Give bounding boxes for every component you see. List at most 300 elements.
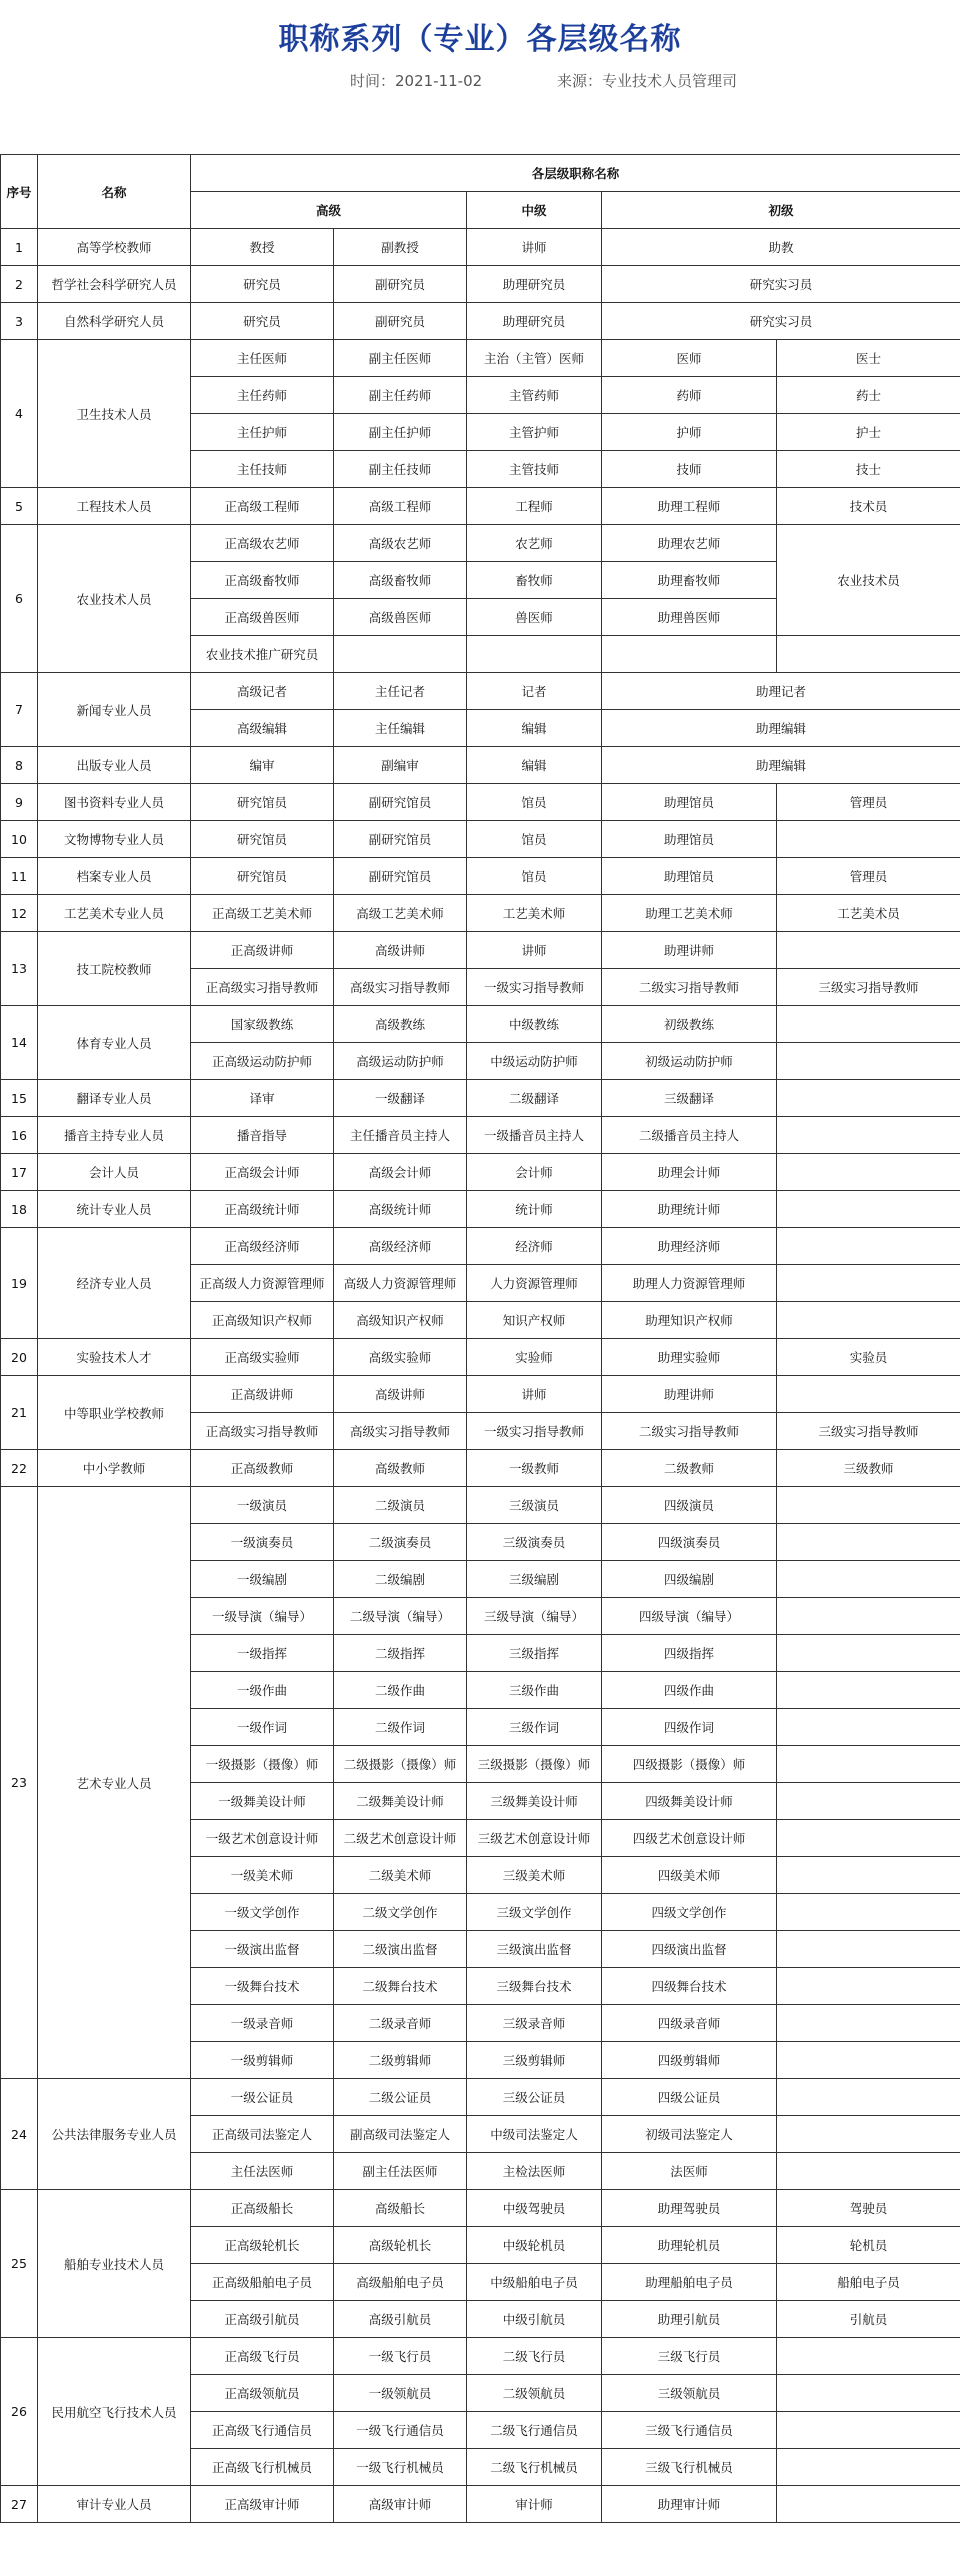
cell-seq: 18 bbox=[1, 1191, 38, 1228]
cell-title: 正高级知识产权师 bbox=[191, 1302, 334, 1339]
cell-title bbox=[777, 1894, 960, 1931]
cell-title bbox=[777, 1857, 960, 1894]
cell-title: 高级畜牧师 bbox=[334, 562, 467, 599]
cell-title: 正高级飞行员 bbox=[191, 2338, 334, 2375]
cell-title: 正高级实习指导教师 bbox=[191, 1413, 334, 1450]
cell-title: 国家级教练 bbox=[191, 1006, 334, 1043]
cell-title: 高级知识产权师 bbox=[334, 1302, 467, 1339]
cell-title: 助理人力资源管理师 bbox=[602, 1265, 777, 1302]
cell-title: 四级舞美设计师 bbox=[602, 1783, 777, 1820]
table-row bbox=[1, 1006, 960, 1043]
cell-title: 初级运动防护师 bbox=[602, 1043, 777, 1080]
cell-title: 护师 bbox=[602, 414, 777, 451]
cell-title: 二级演出监督 bbox=[334, 1931, 467, 1968]
cell-title: 农业技术员 bbox=[777, 525, 960, 636]
cell-title: 教授 bbox=[191, 229, 334, 266]
cell-title: 播音指导 bbox=[191, 1117, 334, 1154]
cell-title: 正高级运动防护师 bbox=[191, 1043, 334, 1080]
cell-seq: 14 bbox=[1, 1006, 38, 1080]
cell-title: 高级实习指导教师 bbox=[334, 1413, 467, 1450]
table-row bbox=[1, 932, 960, 969]
cell-title: 统计师 bbox=[467, 1191, 602, 1228]
cell-title: 馆员 bbox=[467, 784, 602, 821]
cell-title: 副主任护师 bbox=[334, 414, 467, 451]
header-mid: 中级 bbox=[467, 192, 602, 229]
cell-title: 研究员 bbox=[191, 266, 334, 303]
cell-title: 正高级审计师 bbox=[191, 2486, 334, 2523]
cell-series-name: 工艺美术专业人员 bbox=[38, 895, 191, 932]
cell-title: 一级舞台技术 bbox=[191, 1968, 334, 2005]
cell-title: 助理统计师 bbox=[602, 1191, 777, 1228]
cell-title: 一级编剧 bbox=[191, 1561, 334, 1598]
cell-seq: 25 bbox=[1, 2190, 38, 2338]
cell-title: 三级演出监督 bbox=[467, 1931, 602, 1968]
cell-series-name: 民用航空飞行技术人员 bbox=[38, 2338, 191, 2486]
cell-title: 助理馆员 bbox=[602, 784, 777, 821]
cell-title: 四级美术师 bbox=[602, 1857, 777, 1894]
table-row bbox=[1, 2486, 960, 2523]
cell-title: 正高级实习指导教师 bbox=[191, 969, 334, 1006]
cell-title: 高级教练 bbox=[334, 1006, 467, 1043]
cell-title: 二级飞行员 bbox=[467, 2338, 602, 2375]
cell-title: 高级运动防护师 bbox=[334, 1043, 467, 1080]
cell-title: 副主任法医师 bbox=[334, 2153, 467, 2190]
cell-title: 护士 bbox=[777, 414, 960, 451]
cell-title: 一级飞行通信员 bbox=[334, 2412, 467, 2449]
cell-title: 一级演员 bbox=[191, 1487, 334, 1524]
cell-title: 正高级农艺师 bbox=[191, 525, 334, 562]
cell-title: 正高级司法鉴定人 bbox=[191, 2116, 334, 2153]
cell-series-name: 哲学社会科学研究人员 bbox=[38, 266, 191, 303]
table-row bbox=[1, 2190, 960, 2227]
cell-title: 四级剪辑师 bbox=[602, 2042, 777, 2079]
cell-title: 副研究馆员 bbox=[334, 858, 467, 895]
table-row bbox=[1, 858, 960, 895]
cell-series-name: 实验技术人才 bbox=[38, 1339, 191, 1376]
cell-title: 高级兽医师 bbox=[334, 599, 467, 636]
table-row bbox=[1, 1487, 960, 1524]
cell-seq: 6 bbox=[1, 525, 38, 673]
cell-title: 四级艺术创意设计师 bbox=[602, 1820, 777, 1857]
cell-series-name: 农业技术人员 bbox=[38, 525, 191, 673]
cell-title: 助理研究员 bbox=[467, 266, 602, 303]
cell-title: 副研究馆员 bbox=[334, 784, 467, 821]
cell-title: 四级摄影（摄像）师 bbox=[602, 1746, 777, 1783]
cell-title bbox=[777, 2079, 960, 2116]
cell-title: 二级演员 bbox=[334, 1487, 467, 1524]
cell-title: 四级编剧 bbox=[602, 1561, 777, 1598]
table-row bbox=[1, 821, 960, 858]
table-row bbox=[1, 229, 960, 266]
cell-title: 三级实习指导教师 bbox=[777, 969, 960, 1006]
cell-title bbox=[777, 1376, 960, 1413]
cell-title bbox=[777, 1006, 960, 1043]
cell-title: 审计师 bbox=[467, 2486, 602, 2523]
cell-title: 一级录音师 bbox=[191, 2005, 334, 2042]
cell-title bbox=[467, 636, 602, 673]
cell-seq: 20 bbox=[1, 1339, 38, 1376]
cell-title: 三级领航员 bbox=[602, 2375, 777, 2412]
cell-title bbox=[777, 2486, 960, 2523]
cell-title: 药师 bbox=[602, 377, 777, 414]
page-header bbox=[0, 0, 960, 154]
cell-series-name: 档案专业人员 bbox=[38, 858, 191, 895]
cell-title: 二级实习指导教师 bbox=[602, 969, 777, 1006]
cell-title: 人力资源管理师 bbox=[467, 1265, 602, 1302]
cell-title: 一级翻译 bbox=[334, 1080, 467, 1117]
cell-title bbox=[777, 1672, 960, 1709]
cell-title: 三级指挥 bbox=[467, 1635, 602, 1672]
cell-title: 三级演奏员 bbox=[467, 1524, 602, 1561]
cell-title: 三级演员 bbox=[467, 1487, 602, 1524]
cell-title: 编辑 bbox=[467, 747, 602, 784]
cell-title: 高级会计师 bbox=[334, 1154, 467, 1191]
cell-title: 一级公证员 bbox=[191, 2079, 334, 2116]
cell-series-name: 会计人员 bbox=[38, 1154, 191, 1191]
cell-title: 高级经济师 bbox=[334, 1228, 467, 1265]
cell-title bbox=[777, 1635, 960, 1672]
cell-title: 四级演出监督 bbox=[602, 1931, 777, 1968]
cell-title: 高级人力资源管理师 bbox=[334, 1265, 467, 1302]
cell-title: 记者 bbox=[467, 673, 602, 710]
cell-seq: 21 bbox=[1, 1376, 38, 1450]
cell-title: 正高级兽医师 bbox=[191, 599, 334, 636]
cell-title: 二级录音师 bbox=[334, 2005, 467, 2042]
table-row bbox=[1, 303, 960, 340]
cell-title: 正高级讲师 bbox=[191, 932, 334, 969]
cell-title: 正高级会计师 bbox=[191, 1154, 334, 1191]
cell-title: 一级作词 bbox=[191, 1709, 334, 1746]
cell-series-name: 体育专业人员 bbox=[38, 1006, 191, 1080]
header-seq: 序号 bbox=[1, 155, 38, 229]
cell-title: 助理畜牧师 bbox=[602, 562, 777, 599]
cell-title bbox=[777, 1154, 960, 1191]
cell-title: 助理讲师 bbox=[602, 1376, 777, 1413]
cell-title: 高级教师 bbox=[334, 1450, 467, 1487]
cell-title: 副高级司法鉴定人 bbox=[334, 2116, 467, 2153]
cell-title: 二级教师 bbox=[602, 1450, 777, 1487]
cell-title bbox=[777, 1487, 960, 1524]
cell-seq: 3 bbox=[1, 303, 38, 340]
cell-title: 高级编辑 bbox=[191, 710, 334, 747]
cell-title: 助理编辑 bbox=[602, 710, 960, 747]
cell-title: 主任记者 bbox=[334, 673, 467, 710]
cell-title: 主任法医师 bbox=[191, 2153, 334, 2190]
cell-title: 高级讲师 bbox=[334, 932, 467, 969]
cell-title: 一级作曲 bbox=[191, 1672, 334, 1709]
cell-title: 讲师 bbox=[467, 1376, 602, 1413]
cell-title: 高级讲师 bbox=[334, 1376, 467, 1413]
cell-title: 轮机员 bbox=[777, 2227, 960, 2264]
cell-title: 二级舞美设计师 bbox=[334, 1783, 467, 1820]
cell-title: 助理会计师 bbox=[602, 1154, 777, 1191]
cell-title: 正高级船舶电子员 bbox=[191, 2264, 334, 2301]
cell-seq: 4 bbox=[1, 340, 38, 488]
cell-title: 三级美术师 bbox=[467, 1857, 602, 1894]
cell-title: 主任护师 bbox=[191, 414, 334, 451]
cell-title: 会计师 bbox=[467, 1154, 602, 1191]
cell-title: 助理引航员 bbox=[602, 2301, 777, 2338]
cell-title: 正高级畜牧师 bbox=[191, 562, 334, 599]
cell-title: 管理员 bbox=[777, 858, 960, 895]
cell-series-name: 统计专业人员 bbox=[38, 1191, 191, 1228]
header-levels: 各层级职称名称 bbox=[191, 155, 960, 192]
cell-title: 医士 bbox=[777, 340, 960, 377]
cell-title: 副主任药师 bbox=[334, 377, 467, 414]
cell-title: 高级审计师 bbox=[334, 2486, 467, 2523]
table-row bbox=[1, 1228, 960, 1265]
cell-seq: 24 bbox=[1, 2079, 38, 2190]
cell-seq: 23 bbox=[1, 1487, 38, 2079]
cell-seq: 8 bbox=[1, 747, 38, 784]
cell-title: 正高级工程师 bbox=[191, 488, 334, 525]
cell-title: 经济师 bbox=[467, 1228, 602, 1265]
cell-series-name: 船舶专业技术人员 bbox=[38, 2190, 191, 2338]
cell-title: 一级舞美设计师 bbox=[191, 1783, 334, 1820]
cell-title: 农业技术推广研究员 bbox=[191, 636, 334, 673]
cell-title: 一级剪辑师 bbox=[191, 2042, 334, 2079]
cell-title: 高级引航员 bbox=[334, 2301, 467, 2338]
cell-title: 四级文学创作 bbox=[602, 1894, 777, 1931]
cell-title: 主管护师 bbox=[467, 414, 602, 451]
cell-title: 主任播音员主持人 bbox=[334, 1117, 467, 1154]
cell-title: 四级公证员 bbox=[602, 2079, 777, 2116]
cell-title: 助理实验师 bbox=[602, 1339, 777, 1376]
cell-title: 四级导演（编导） bbox=[602, 1598, 777, 1635]
cell-title: 正高级教师 bbox=[191, 1450, 334, 1487]
cell-title: 译审 bbox=[191, 1080, 334, 1117]
title-level-table bbox=[0, 154, 960, 2523]
cell-title: 一级飞行机械员 bbox=[334, 2449, 467, 2486]
table-row bbox=[1, 266, 960, 303]
cell-seq: 9 bbox=[1, 784, 38, 821]
cell-title: 助理馆员 bbox=[602, 821, 777, 858]
cell-title: 三级舞台技术 bbox=[467, 1968, 602, 2005]
cell-title: 中级运动防护师 bbox=[467, 1043, 602, 1080]
cell-series-name: 公共法律服务专业人员 bbox=[38, 2079, 191, 2190]
table-header-row bbox=[1, 155, 960, 192]
cell-seq: 11 bbox=[1, 858, 38, 895]
cell-title: 高级记者 bbox=[191, 673, 334, 710]
cell-seq: 27 bbox=[1, 2486, 38, 2523]
cell-title: 主任药师 bbox=[191, 377, 334, 414]
cell-title: 副教授 bbox=[334, 229, 467, 266]
cell-title bbox=[777, 1117, 960, 1154]
cell-title: 高级统计师 bbox=[334, 1191, 467, 1228]
cell-title: 助理轮机员 bbox=[602, 2227, 777, 2264]
cell-seq: 15 bbox=[1, 1080, 38, 1117]
cell-title: 助理研究员 bbox=[467, 303, 602, 340]
cell-title: 三级录音师 bbox=[467, 2005, 602, 2042]
cell-title: 技术员 bbox=[777, 488, 960, 525]
cell-title: 二级舞台技术 bbox=[334, 1968, 467, 2005]
cell-title: 三级公证员 bbox=[467, 2079, 602, 2116]
cell-title: 馆员 bbox=[467, 821, 602, 858]
cell-title: 二级演奏员 bbox=[334, 1524, 467, 1561]
cell-title: 正高级引航员 bbox=[191, 2301, 334, 2338]
cell-title: 一级实习指导教师 bbox=[467, 1413, 602, 1450]
cell-title: 医师 bbox=[602, 340, 777, 377]
cell-title: 中级教练 bbox=[467, 1006, 602, 1043]
cell-seq: 13 bbox=[1, 932, 38, 1006]
cell-title: 药士 bbox=[777, 377, 960, 414]
cell-title: 三级飞行通信员 bbox=[602, 2412, 777, 2449]
cell-title: 助理船舶电子员 bbox=[602, 2264, 777, 2301]
cell-title: 二级飞行通信员 bbox=[467, 2412, 602, 2449]
cell-title: 高级轮机长 bbox=[334, 2227, 467, 2264]
cell-title: 三级作词 bbox=[467, 1709, 602, 1746]
cell-title: 助理审计师 bbox=[602, 2486, 777, 2523]
cell-title bbox=[777, 1561, 960, 1598]
cell-title: 副主任医师 bbox=[334, 340, 467, 377]
cell-title bbox=[777, 1783, 960, 1820]
cell-title: 一级演奏员 bbox=[191, 1524, 334, 1561]
cell-title: 三级实习指导教师 bbox=[777, 1413, 960, 1450]
cell-title: 正高级船长 bbox=[191, 2190, 334, 2227]
cell-title: 二级领航员 bbox=[467, 2375, 602, 2412]
cell-series-name: 中等职业学校教师 bbox=[38, 1376, 191, 1450]
cell-title: 高级实验师 bbox=[334, 1339, 467, 1376]
cell-title: 高级农艺师 bbox=[334, 525, 467, 562]
cell-title: 三级作曲 bbox=[467, 1672, 602, 1709]
cell-title: 二级指挥 bbox=[334, 1635, 467, 1672]
cell-title: 高级实习指导教师 bbox=[334, 969, 467, 1006]
cell-series-name: 中小学教师 bbox=[38, 1450, 191, 1487]
cell-title: 助教 bbox=[602, 229, 960, 266]
table-row bbox=[1, 1154, 960, 1191]
cell-title: 编辑 bbox=[467, 710, 602, 747]
table-row bbox=[1, 2338, 960, 2375]
cell-title: 高级船舶电子员 bbox=[334, 2264, 467, 2301]
cell-title: 助理讲师 bbox=[602, 932, 777, 969]
cell-title: 引航员 bbox=[777, 2301, 960, 2338]
cell-title bbox=[602, 636, 777, 673]
cell-title: 研究实习员 bbox=[602, 303, 960, 340]
cell-title: 一级演出监督 bbox=[191, 1931, 334, 1968]
cell-title: 三级剪辑师 bbox=[467, 2042, 602, 2079]
cell-title: 四级演奏员 bbox=[602, 1524, 777, 1561]
cell-title: 一级教师 bbox=[467, 1450, 602, 1487]
table-row bbox=[1, 2079, 960, 2116]
cell-title: 工艺美术师 bbox=[467, 895, 602, 932]
cell-seq: 2 bbox=[1, 266, 38, 303]
cell-seq: 12 bbox=[1, 895, 38, 932]
cell-series-name: 卫生技术人员 bbox=[38, 340, 191, 488]
cell-title: 四级作曲 bbox=[602, 1672, 777, 1709]
page-title: 职称系列（专业）各层级名称 bbox=[278, 22, 682, 57]
cell-title: 研究实习员 bbox=[602, 266, 960, 303]
table-row bbox=[1, 784, 960, 821]
cell-title bbox=[777, 1598, 960, 1635]
cell-title: 四级录音师 bbox=[602, 2005, 777, 2042]
cell-title: 一级文学创作 bbox=[191, 1894, 334, 1931]
cell-title: 二级剪辑师 bbox=[334, 2042, 467, 2079]
cell-title: 一级美术师 bbox=[191, 1857, 334, 1894]
cell-seq: 19 bbox=[1, 1228, 38, 1339]
cell-title: 研究馆员 bbox=[191, 858, 334, 895]
cell-title: 二级编剧 bbox=[334, 1561, 467, 1598]
cell-title: 中级轮机员 bbox=[467, 2227, 602, 2264]
cell-title bbox=[777, 821, 960, 858]
cell-title bbox=[777, 636, 960, 673]
cell-title: 二级播音员主持人 bbox=[602, 1117, 777, 1154]
cell-title: 副研究员 bbox=[334, 266, 467, 303]
table-row bbox=[1, 1080, 960, 1117]
cell-title: 正高级统计师 bbox=[191, 1191, 334, 1228]
cell-title bbox=[334, 636, 467, 673]
cell-series-name: 出版专业人员 bbox=[38, 747, 191, 784]
cell-title: 编审 bbox=[191, 747, 334, 784]
cell-title: 一级导演（编导） bbox=[191, 1598, 334, 1635]
cell-title bbox=[777, 2375, 960, 2412]
table-row bbox=[1, 488, 960, 525]
cell-title: 工艺美术员 bbox=[777, 895, 960, 932]
cell-title: 正高级人力资源管理师 bbox=[191, 1265, 334, 1302]
cell-title bbox=[777, 2449, 960, 2486]
cell-title: 研究馆员 bbox=[191, 821, 334, 858]
cell-title: 二级公证员 bbox=[334, 2079, 467, 2116]
table-row bbox=[1, 1191, 960, 1228]
cell-title bbox=[777, 1043, 960, 1080]
cell-title: 副编审 bbox=[334, 747, 467, 784]
table-row bbox=[1, 1339, 960, 1376]
cell-title: 助理编辑 bbox=[602, 747, 960, 784]
cell-title: 助理工程师 bbox=[602, 488, 777, 525]
cell-title: 助理知识产权师 bbox=[602, 1302, 777, 1339]
cell-title: 知识产权师 bbox=[467, 1302, 602, 1339]
cell-title: 二级文学创作 bbox=[334, 1894, 467, 1931]
cell-title: 主检法医师 bbox=[467, 2153, 602, 2190]
cell-title bbox=[777, 2338, 960, 2375]
cell-title: 三级导演（编导） bbox=[467, 1598, 602, 1635]
cell-series-name: 新闻专业人员 bbox=[38, 673, 191, 747]
cell-seq: 22 bbox=[1, 1450, 38, 1487]
cell-title: 一级实习指导教师 bbox=[467, 969, 602, 1006]
table-row bbox=[1, 1376, 960, 1413]
cell-series-name: 高等学校教师 bbox=[38, 229, 191, 266]
cell-title: 高级工程师 bbox=[334, 488, 467, 525]
cell-title: 四级演员 bbox=[602, 1487, 777, 1524]
table-row bbox=[1, 1117, 960, 1154]
cell-title: 讲师 bbox=[467, 932, 602, 969]
cell-title bbox=[777, 1191, 960, 1228]
cell-title bbox=[777, 2042, 960, 2079]
cell-title: 法医师 bbox=[602, 2153, 777, 2190]
cell-title: 四级作词 bbox=[602, 1709, 777, 1746]
cell-title bbox=[777, 1080, 960, 1117]
cell-series-name: 图书资料专业人员 bbox=[38, 784, 191, 821]
cell-series-name: 技工院校教师 bbox=[38, 932, 191, 1006]
cell-title: 研究员 bbox=[191, 303, 334, 340]
cell-title: 讲师 bbox=[467, 229, 602, 266]
cell-title: 主任技师 bbox=[191, 451, 334, 488]
cell-title: 初级教练 bbox=[602, 1006, 777, 1043]
cell-title: 三级文学创作 bbox=[467, 1894, 602, 1931]
cell-title: 正高级讲师 bbox=[191, 1376, 334, 1413]
publish-time: 时间：2021-11-02 bbox=[350, 72, 483, 90]
table-row bbox=[1, 340, 960, 377]
cell-title: 二级作曲 bbox=[334, 1672, 467, 1709]
table-row bbox=[1, 1450, 960, 1487]
cell-title: 助理工艺美术师 bbox=[602, 895, 777, 932]
cell-title bbox=[777, 1302, 960, 1339]
cell-title: 中级引航员 bbox=[467, 2301, 602, 2338]
cell-title: 三级飞行员 bbox=[602, 2338, 777, 2375]
cell-title: 副主任技师 bbox=[334, 451, 467, 488]
cell-title: 正高级轮机长 bbox=[191, 2227, 334, 2264]
cell-title: 二级作词 bbox=[334, 1709, 467, 1746]
table-row bbox=[1, 895, 960, 932]
